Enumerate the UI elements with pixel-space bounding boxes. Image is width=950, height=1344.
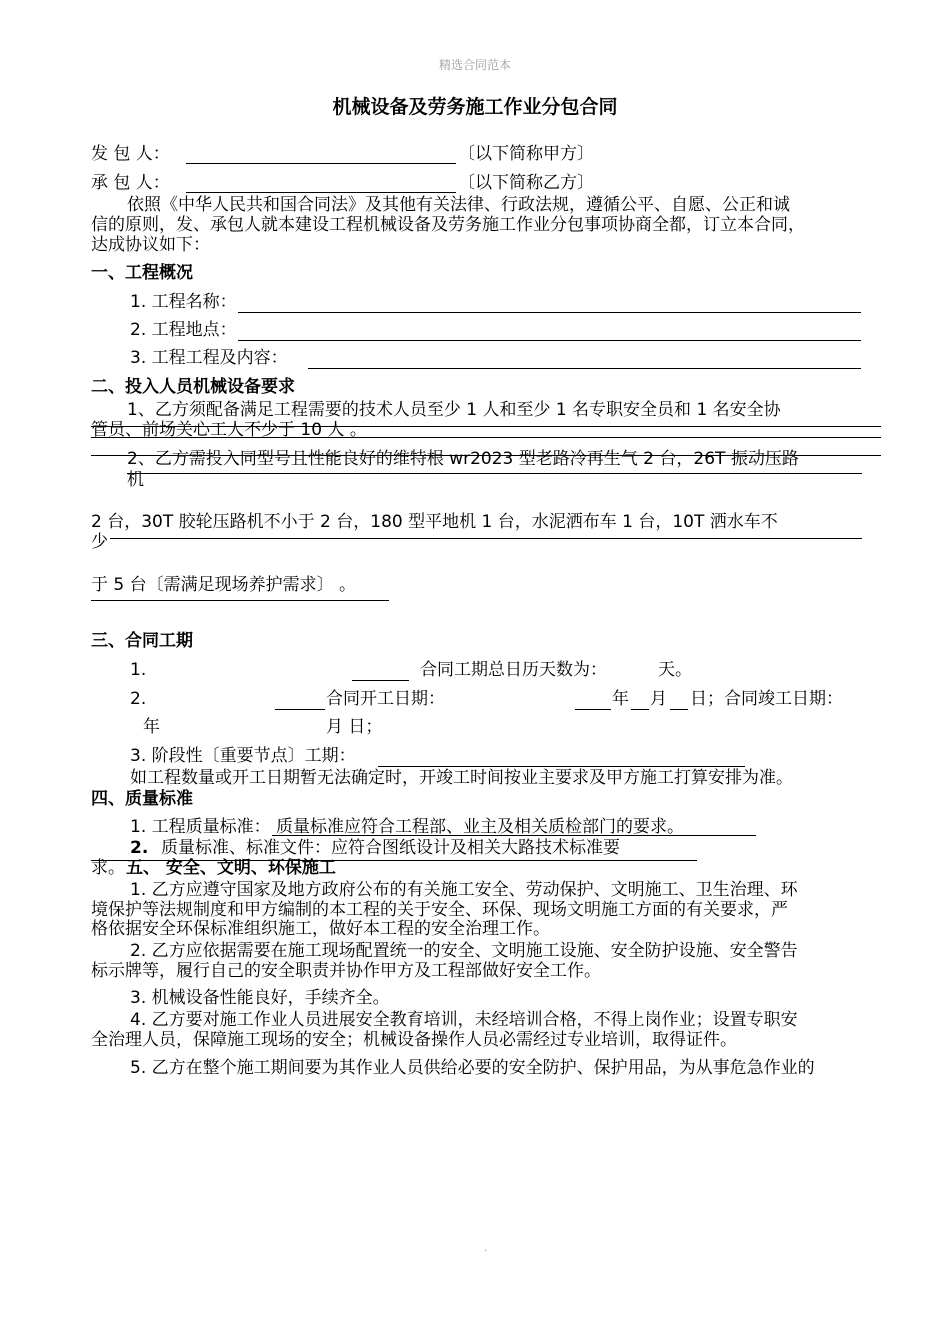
page-header: 精选合同范本 [438, 58, 511, 72]
s4-item-2-num: 2. [130, 838, 149, 858]
s2-p2-line-1: 2、乙方需投入同型号且性能良好的维特根 wr2023 型老路冷再生气 2 台，26T 振动压路 [127, 449, 799, 469]
document-title: 机械设备及劳务施工作业分包合同 [332, 96, 618, 118]
party-a-blank[interactable] [186, 163, 456, 164]
s3-note: 如工程数量或开工日期暂无法确定时，开竣工时间按业主要求及甲方施工打算安排为准。 [130, 768, 793, 788]
s2-rule-4 [127, 473, 862, 474]
s3-day-blank[interactable] [670, 709, 688, 710]
s3-item-2-num: 2. [130, 689, 147, 709]
party-b-label: 承 包 人： [91, 173, 170, 193]
party-a-suffix: 〔以下简称甲方〕 [458, 144, 594, 164]
s4-item-2: 质量标准、标准文件：应符合图纸设计及相关大路技术标准要 [161, 838, 620, 858]
s3-item-1-num: 1. [130, 660, 147, 680]
s5-heading-rule [91, 860, 697, 861]
s5-p4-line-2: 全治理人员，保障施工现场的安全；机械设备操作人员必需经过专业培训，取得证件。 [91, 1030, 737, 1050]
s3-end-month-day: 月 日； [326, 717, 383, 737]
s3-end-label: 日；合同竣工日期： [690, 689, 843, 709]
s3-month-label: 月 [650, 689, 667, 709]
s4-item-1-rule [272, 835, 756, 836]
s5-p3: 3. 机械设备性能良好，手续齐全。 [130, 988, 390, 1008]
s5-p1-line-3: 格依据安全环保标准组织施工，做好本工程的安全治理工作。 [91, 919, 550, 939]
s3-year-blank[interactable] [575, 709, 611, 710]
s3-item-1-unit: 天。 [658, 660, 692, 680]
s3-year-label: 年 [612, 689, 629, 709]
intro-line-1: 依照《中华人民共和国合同法》及其他有关法律、行政法规，遵循公平、自愿、公正和诚 [127, 195, 790, 215]
s1-item-name-blank[interactable] [238, 312, 861, 313]
s5-p4-line-1: 4. 乙方要对施工作业人员进展安全教育培训，未经培训合格，不得上岗作业；设置专职安 [130, 1010, 798, 1030]
s3-total-days-blank[interactable] [352, 680, 409, 681]
s2-rule-6 [91, 600, 389, 601]
party-b-suffix: 〔以下简称乙方〕 [458, 173, 594, 193]
s3-start-date-blank[interactable] [275, 709, 325, 710]
s3-milestone-blank[interactable] [378, 766, 745, 767]
s5-p1-line-2: 境保护等法规制度和甲方编制的本工程的关于安全、环保、现场文明施工方面的有关要求，严 [91, 900, 788, 920]
s1-item-location: 2. 工程地点： [130, 320, 237, 340]
intro-line-2: 信的原则，发、承包人就本建设工程机械设备及劳务施工作业分包事项协商全都，订立本合同， [91, 215, 805, 235]
s2-p4: 于 5 台〔需满足现场养护需求〕 。 [91, 575, 357, 595]
s5-p2-line-1: 2. 乙方应依据需要在施工现场配置统一的安全、文明施工设施、安全防护设施、安全警告 [130, 941, 798, 961]
s3-item-1-text: 合同工期总日历天数为： [420, 660, 607, 680]
section-5-heading: 五、 安全、文明、环保施工 [126, 858, 336, 878]
footer-mark: . [484, 1243, 488, 1254]
s2-p3-line-1: 2 台，30T 胶轮压路机不小于 2 台，180 型平地机 1 台，水泥洒布车 1 台，10T 洒水车不 [91, 512, 778, 532]
s5-p2-line-2: 标示牌等，履行自己的安全职责并协作甲方及工程部做好安全工作。 [91, 961, 601, 981]
s1-item-content: 3. 工程工程及内容： [130, 348, 288, 368]
s3-month-blank[interactable] [631, 709, 649, 710]
s2-p1-line-1: 1、乙方须配备满足工程需要的技术人员至少 1 人和至少 1 名专职安全员和 1 名安全协 [127, 400, 781, 420]
s5-p5: 5. 乙方在整个施工期间要为其作业人员供给必要的安全防护、保护用品，为从事危急作业的 [130, 1058, 815, 1078]
s4-item-2-tail: 求。 [91, 858, 125, 878]
s5-p1-line-1: 1. 乙方应遵守国家及地方政府公布的有关施工安全、劳动保护、文明施工、卫生治理、环 [130, 880, 798, 900]
s2-rule-2 [91, 437, 881, 438]
s1-item-location-blank[interactable] [238, 340, 861, 341]
s3-end-year: 年 [143, 717, 160, 737]
section-2-heading: 二、投入人员机械设备要求 [91, 377, 295, 397]
s2-rule-5 [110, 538, 862, 539]
s1-item-name: 1. 工程名称： [130, 292, 237, 312]
section-4-heading: 四、质量标准 [91, 789, 193, 809]
s2-p2-line-2: 机 [127, 470, 144, 490]
s4-item-1: 1. 工程质量标准： 质量标准应符合工程部、业主及相关质检部门的要求。 [130, 817, 685, 837]
party-b-blank[interactable] [186, 192, 456, 193]
section-1-heading: 一、工程概况 [91, 263, 193, 283]
s3-start-label: 合同开工日期： [326, 689, 445, 709]
party-a-label: 发 包 人： [91, 144, 170, 164]
section-3-heading: 三、合同工期 [91, 631, 193, 651]
intro-line-3: 达成协议如下： [91, 235, 210, 255]
s2-p1-line-2: 管员、前场关心工人不少于 10 人 。 [91, 420, 367, 440]
s1-item-content-blank[interactable] [308, 368, 861, 369]
s3-item-3: 3. 阶段性〔重要节点〕工期： [130, 746, 356, 766]
s2-p3-line-2: 少 [91, 532, 108, 552]
